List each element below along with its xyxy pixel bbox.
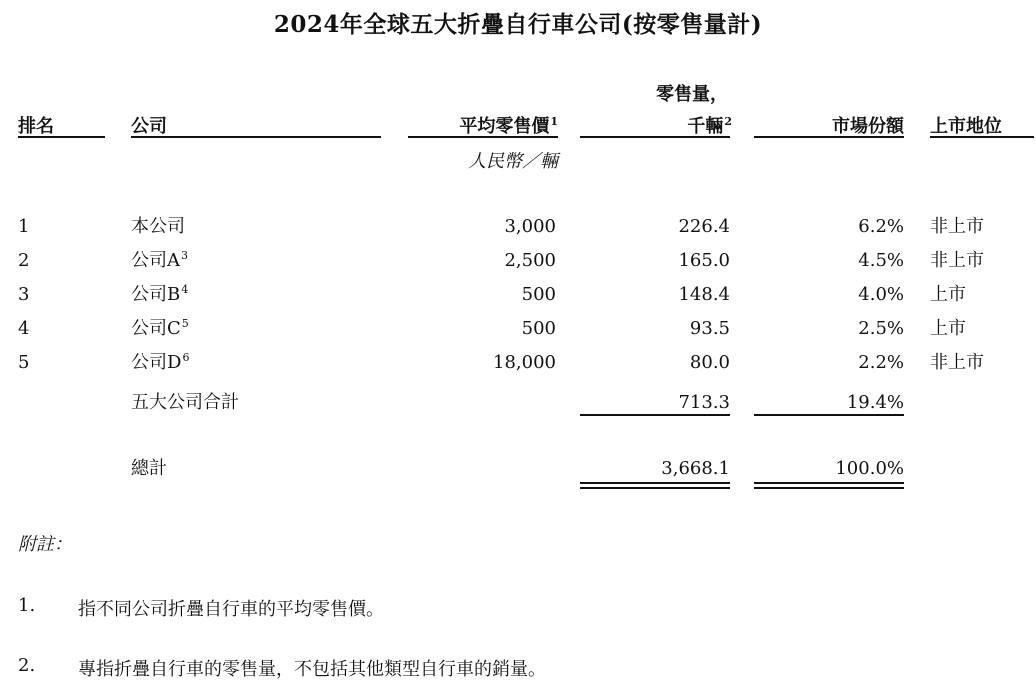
subtotal-volume: 713.3 xyxy=(678,392,730,413)
row-volume: 165.0 xyxy=(678,250,730,271)
header-volume-line1: 零售量， xyxy=(656,84,728,105)
footnote-ref: 1 xyxy=(550,115,558,128)
row-share: 2.5% xyxy=(858,318,904,339)
row-volume: 148.4 xyxy=(678,284,730,305)
header-rule xyxy=(754,136,904,138)
header-rule xyxy=(930,136,1034,138)
row-company-name: 公司B xyxy=(131,284,181,305)
note-text: 指不同公司折疊自行車的平均零售價。 xyxy=(78,599,384,620)
row-listing-status: 上市 xyxy=(930,318,966,339)
row-listing-status: 上市 xyxy=(930,284,966,305)
row-price: 500 xyxy=(521,318,556,339)
footnote-ref: 3 xyxy=(181,249,188,262)
row-company xyxy=(131,282,188,308)
row-share: 2.2% xyxy=(858,352,904,373)
footnote-ref: 4 xyxy=(181,283,189,296)
page-title: 2024年全球五大折疊自行車公司(按零售量計) xyxy=(273,11,763,38)
note-number: 2. xyxy=(18,655,36,676)
header-rule xyxy=(408,136,558,138)
total-double-rule xyxy=(580,482,730,489)
header-listing: 上市地位 xyxy=(930,116,1002,137)
header-rule xyxy=(580,136,730,138)
row-share: 4.5% xyxy=(858,250,904,271)
total-double-rule xyxy=(754,482,904,489)
row-rank: 4 xyxy=(18,318,30,339)
row-listing-status: 非上市 xyxy=(930,216,984,237)
row-company xyxy=(131,248,188,274)
subtotal-rule xyxy=(754,414,904,416)
row-rank: 5 xyxy=(18,352,30,373)
total-volume: 3,668.1 xyxy=(661,458,730,479)
notes-heading: 附註： xyxy=(18,534,72,555)
subtotal-share: 19.4% xyxy=(846,392,904,413)
header-market-share: 市場份額 xyxy=(832,116,904,137)
row-price: 500 xyxy=(521,284,556,305)
price-unit: 人民幣／輛 xyxy=(468,151,558,172)
row-company-name: 公司C xyxy=(131,318,181,339)
row-company xyxy=(131,316,189,342)
header-company: 公司 xyxy=(131,116,167,137)
row-price: 3,000 xyxy=(504,216,556,237)
note-number: 1. xyxy=(18,595,36,616)
header-avg-price-label: 平均零售價 xyxy=(459,116,550,137)
row-volume: 80.0 xyxy=(689,352,730,373)
header-volume-label: 千輛 xyxy=(687,116,724,137)
row-rank: 1 xyxy=(18,216,30,237)
row-share: 6.2% xyxy=(858,216,904,237)
total-label: 總計 xyxy=(131,458,167,479)
total-share: 100.0% xyxy=(835,458,904,479)
header-avg-price xyxy=(400,112,558,138)
header-rule xyxy=(131,136,381,138)
row-price: 18,000 xyxy=(493,352,556,373)
row-company xyxy=(131,214,185,240)
row-company-name: 公司D xyxy=(131,352,182,373)
row-company xyxy=(131,350,189,376)
row-company-name: 本公司 xyxy=(131,216,185,237)
row-company-name: 公司A xyxy=(131,250,180,271)
row-rank: 3 xyxy=(18,284,30,305)
row-share: 4.0% xyxy=(858,284,904,305)
footnote-ref: 6 xyxy=(182,351,190,364)
row-rank: 2 xyxy=(18,250,30,271)
footnote-ref: 5 xyxy=(181,317,189,330)
row-listing-status: 非上市 xyxy=(930,352,984,373)
row-price: 2,500 xyxy=(504,250,556,271)
subtotal-label: 五大公司合計 xyxy=(131,392,239,413)
header-rank: 排名 xyxy=(18,116,54,137)
footnote-ref: 2 xyxy=(724,115,732,128)
subtotal-rule xyxy=(580,414,730,416)
note-text: 專指折疊自行車的零售量，不包括其他類型自行車的銷量。 xyxy=(78,659,546,680)
row-volume: 226.4 xyxy=(678,216,730,237)
header-rule xyxy=(18,136,105,138)
row-listing-status: 非上市 xyxy=(930,250,984,271)
row-volume: 93.5 xyxy=(689,318,730,339)
header-volume xyxy=(580,112,732,138)
